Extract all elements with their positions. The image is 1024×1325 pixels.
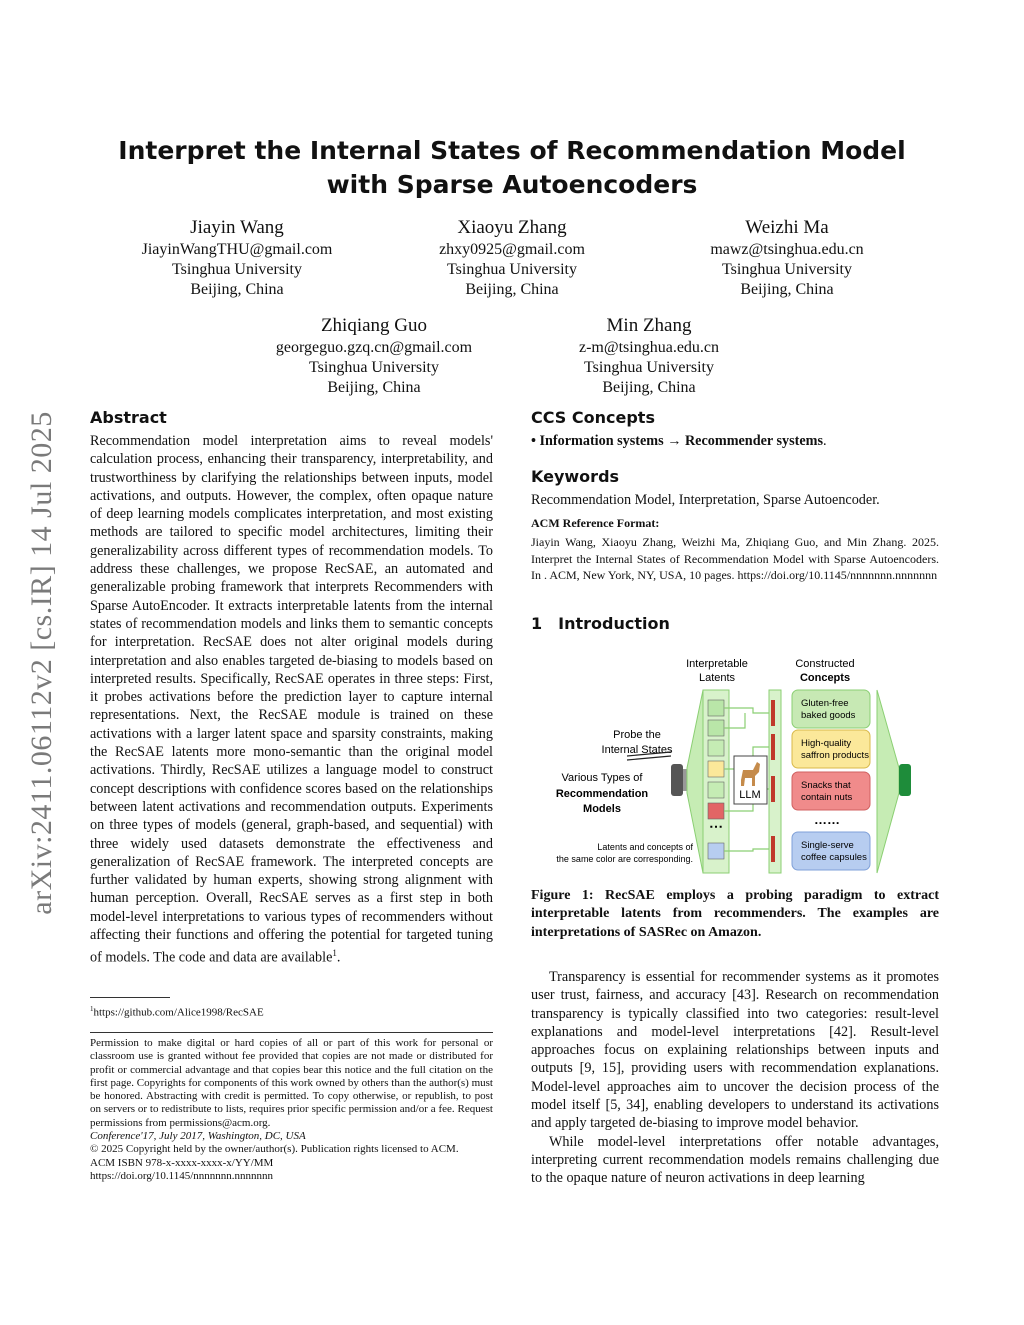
copyright-line: © 2025 Copyright held by the owner/author(s). Publication rights licensed to ACM. xyxy=(90,1143,459,1156)
author-name: Jiayin Wang xyxy=(190,217,284,238)
intro-heading xyxy=(531,614,939,633)
author-block xyxy=(637,216,937,300)
latent-cell xyxy=(708,803,724,819)
concept-box xyxy=(792,690,870,728)
concept-marker xyxy=(771,776,775,802)
intro-paragraph: Transparency is essential for recommender systems as it promotes user trust, fairness, and accuracy [43]. Research on recommendation transparency is typically classified into two categories: result-level explanations and model-level interpretations [42]. Result-level approaches focus on explaining relationships between inputs and outputs [9, 15], providing users with recommendation explanations. Model-level approaches aim to uncover the decision process of the model itself [5, 34], enabling developers to understand its activations and apply targeted de-biasing to improve model behavior. xyxy=(531,969,939,1132)
acm-ref-text: Jiayin Wang, Xiaoyu Zhang, Weizhi Ma, Zhiqiang Guo, and Min Zhang. 2025. Interpret the Internal States of Recommendation Model with Sparse Autoencoders. In . ACM, New York, NY, USA, 10 pages. https://doi.org/10.1145/nnnnnnn.nnnnnnn xyxy=(531,535,939,583)
footnote xyxy=(90,1002,493,1020)
concept-box xyxy=(792,730,870,768)
acm-ref-heading: ACM Reference Format: xyxy=(531,516,660,530)
author-location: Beijing, China xyxy=(740,281,834,298)
concept-text: baked goods xyxy=(801,710,856,721)
author-location: Beijing, China xyxy=(602,379,696,396)
section-title: Introduction xyxy=(558,614,670,633)
author-block xyxy=(362,216,662,300)
fig-label-internal-states: Internal States xyxy=(601,744,673,756)
author-email: JiayinWangTHU@gmail.com xyxy=(141,241,333,258)
concept-marker xyxy=(771,836,775,862)
concept-text: Snacks that xyxy=(801,780,851,791)
ccs-section xyxy=(531,408,939,450)
author-affiliation: Tsinghua University xyxy=(584,359,714,376)
concept-box xyxy=(792,832,870,870)
latent-cell xyxy=(708,843,724,859)
concept-text: saffron products xyxy=(801,750,869,761)
footnote-marker: 1 xyxy=(332,948,337,959)
permission-text: Permission to make digital or hard copies of all or part of this work for personal or classroom use is granted without fee provided that copies are not made or distributed for profit or commercial advantage and that copies bear this notice and the full citation on the first page. Copyrights for components of this work owned by others than the author(s) must be honored. Abstracting with credit is permitted. To copy otherwise, or republish, to post on servers or to redistribute to lists, requires prior specific permission and/or a fee. Request permissions from permissions@acm.org. xyxy=(90,1037,493,1129)
latent-cell xyxy=(708,782,724,798)
concept-text: High-quality xyxy=(801,738,852,749)
intro-body xyxy=(531,968,939,1188)
footnote-rule xyxy=(90,997,170,998)
permission-rule xyxy=(90,1032,493,1033)
fig-label-constructed: Constructed xyxy=(795,658,855,670)
keywords-heading: Keywords xyxy=(531,467,620,486)
keywords-section xyxy=(531,467,939,509)
concept-text: Single-serve xyxy=(801,840,854,851)
probe-arrow-icon xyxy=(627,756,671,760)
author-email: mawz@tsinghua.edu.cn xyxy=(710,241,864,258)
fig-label-probe: Probe the xyxy=(613,729,661,741)
author-location: Beijing, China xyxy=(327,379,421,396)
ccs-item: Recommender systems xyxy=(684,433,823,449)
concept-ellipsis: …… xyxy=(814,812,840,827)
author-block xyxy=(87,216,387,300)
footnote-link[interactable]: https://github.com/Alice1998/RecSAE xyxy=(93,1006,264,1019)
input-model-block xyxy=(671,764,683,796)
author-email: georgeguo.gzq.cn@gmail.com xyxy=(275,339,473,356)
author-affiliation: Tsinghua University xyxy=(309,359,439,376)
concept-marker xyxy=(771,734,775,760)
fig-label-recommendation: Recommendation xyxy=(555,788,649,800)
ccs-end: . xyxy=(822,433,827,449)
fig-label-concepts: Concepts xyxy=(799,672,851,684)
author-name: Min Zhang xyxy=(606,315,692,336)
fig-label-various: Various Types of xyxy=(561,772,643,784)
conference-line: Conference'17, July 2017, Washington, DC, USA xyxy=(90,1130,306,1143)
ccs-item: Information systems xyxy=(539,433,664,449)
ccs-heading: CCS Concepts xyxy=(531,408,655,427)
arrow-icon: → xyxy=(667,433,682,449)
author-name: Weizhi Ma xyxy=(745,217,829,238)
latent-cell xyxy=(708,700,724,716)
isbn-line: ACM ISBN 978-x-xxxx-xxxx-x/YY/MM xyxy=(90,1156,274,1169)
latent-cell xyxy=(708,720,724,736)
author-location: Beijing, China xyxy=(190,281,284,298)
abstract-text xyxy=(90,432,493,967)
paper-title: Interpret the Internal States of Recommendation Model with Sparse Autoencoders xyxy=(118,136,906,199)
bullet: • xyxy=(531,433,536,449)
figure-caption: Figure 1: RecSAE employs a probing paradigm to extract interpretable latents from recommenders. The examples are interpretations of SASRec on Amazon. xyxy=(531,888,939,940)
abstract-body: Recommendation model interpretation aims to reveal models' calculation process, enhancing their transparency, interpretability, and trustworthiness by clarifying the relationships between inputs, model activations, and outputs. However, the complex, often opaque nature of deep learning models complicates interpretation, and most existing methods are tailored to specific model architectures, limiting their generalizability across different types of recommendation models. To address these challenges, we propose RecSAE, an automated and generalizable probing framework that interprets Recommenders with Sparse AutoEncoder. It extracts interpretable latents from the internal states of recommendation models and links them to semantic concepts for interpretation. RecSAE does not alter original models during interpretation and also enables targeted de-biasing to models based on interpreted results. Specifically, RecSAE operates in three steps: First, it probes activations before the prediction layer to capture internal representations. Next, the RecSAE module is trained on these activations with a larger latent space and sparsity constraints, making the RecSAE latents more mono-semantic than the original model activations. Thirdly, RecSAE utilizes a language model to construct concept descriptions with confidence scores based on the relationships between latent activations and recommendation outputs. Experiments on three types of models (general, graph-based, and sequential) with three widely used datasets demonstrate the effectiveness and generalization of RecSAE framework. The interpreted concepts are further validated by human experts, showing strong alignment with human perception. Overall, RecSAE serves as a first step in both model-level interpretations to various types of recommenders without affecting their functions and offering the potential for targeted tuning of models. The code and data are available xyxy=(90,433,493,967)
latent-ellipsis: ⋯ xyxy=(709,818,723,834)
fig-label-latents: Latents xyxy=(698,672,736,684)
input-model-connector xyxy=(683,769,687,791)
acm-reference xyxy=(531,516,939,584)
section-number: 1 xyxy=(531,614,543,633)
author-email: zhxy0925@gmail.com xyxy=(439,241,585,258)
concept-text: coffee capsules xyxy=(801,852,867,863)
author-email: z-m@tsinghua.edu.cn xyxy=(578,339,720,356)
author-affiliation: Tsinghua University xyxy=(722,261,852,278)
concept-box xyxy=(792,772,870,810)
ccs-concepts xyxy=(531,432,939,450)
author-name: Zhiqiang Guo xyxy=(320,315,428,336)
figure-1 xyxy=(531,648,939,878)
fig-note-line1: Latents and concepts of xyxy=(597,842,693,852)
footnote-mark: 1 xyxy=(90,1005,94,1013)
concept-list xyxy=(771,690,870,870)
concept-marker xyxy=(771,700,775,726)
latent-cell xyxy=(708,740,724,756)
concept-text: contain nuts xyxy=(801,792,853,803)
output-decoder-shape xyxy=(877,690,899,873)
abstract-end: . xyxy=(336,950,341,967)
permission-block xyxy=(90,1037,493,1183)
llm-label: LLM xyxy=(739,789,761,801)
concept-text: Gluten-free xyxy=(801,698,849,709)
keywords-text: Recommendation Model, Interpretation, Sparse Autoencoder. xyxy=(531,492,880,508)
fig-note-line2: the same color are corresponding. xyxy=(556,854,693,864)
author-name: Xiaoyu Zhang xyxy=(457,217,567,238)
author-location: Beijing, China xyxy=(465,281,559,298)
arxiv-stamp xyxy=(12,380,72,945)
intro-paragraph: While model-level interpretations offer notable advantages, interpreting current recommendation models remains challenging due to the opaque nature of neuron activations in deep learning xyxy=(531,1133,939,1187)
arxiv-stamp-text: arXiv:2411.06112v2 [cs.IR] 14 Jul 2025 xyxy=(25,410,58,915)
abstract-heading: Abstract xyxy=(90,408,167,427)
author-block xyxy=(224,314,524,398)
fig-label-models: Models xyxy=(583,803,621,815)
abstract-section xyxy=(90,408,493,967)
output-block xyxy=(899,764,911,796)
author-affiliation: Tsinghua University xyxy=(447,261,577,278)
fig-label-interpretable: Interpretable xyxy=(686,658,748,670)
latent-cell xyxy=(708,761,724,777)
author-affiliation: Tsinghua University xyxy=(172,261,302,278)
doi-line[interactable]: https://doi.org/10.1145/nnnnnnn.nnnnnnn xyxy=(90,1169,274,1182)
author-block xyxy=(499,314,799,398)
